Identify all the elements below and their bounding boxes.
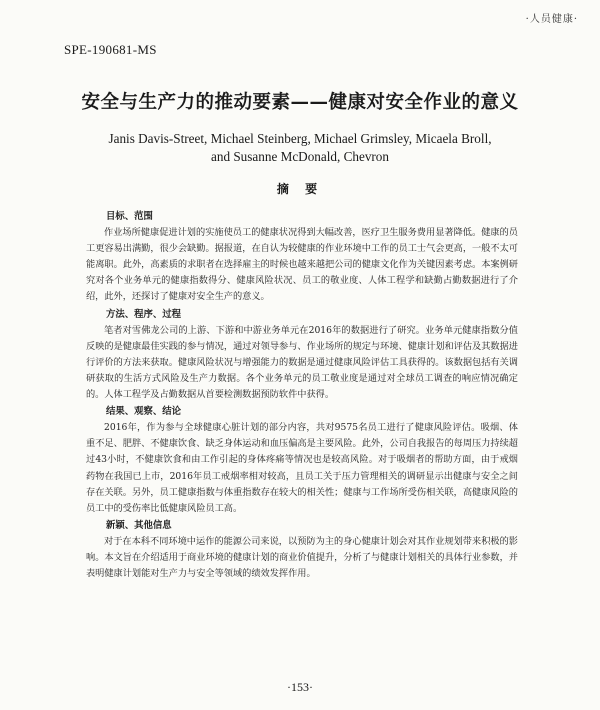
- section-text-methods: 笔者对雪佛龙公司的上游、下游和中游业务单元在2016年的数据进行了研究。业务单元健康指数分值反映的是健康最佳实践的参与情况，通过对领导参与、作业场所的规定与环境、健康计划和评估及其数据进行评价的方法来获取。健康风险状况与增强能力的数据是通过健康风险评估工具获得的。该数据包括有关调研获取的生活方式风险及生产力数据。各个业务单元的员工敬业度是通过对全球员工调查的响应情况确定的。人体工程学及占勤数据从首要检测数据预防软件中获得。: [86, 324, 518, 401]
- section-heading-results: 结果、观察、结论: [106, 406, 182, 418]
- journal-section-tag: ·人员健康·: [525, 14, 578, 25]
- section-text-objectives: 作业场所健康促进计划的实施使员工的健康状况得到大幅改善，医疗卫生服务费用显著降低。健康的员工更容易出满勤，很少会缺勤。据报道，在自认为较健康的作业环境中工作的员工士气会更高，一般不太可能离职。此外，高素质的求职者在选择雇主的时候也越来越把公司的健康文化作为关键因素考虑。本案例研究对各个业务单元的健康指数得分、健康风险状况、员工的敬业度、人体工程学和缺勤占勤数据进行了介绍，此外，还探讨了健康对安全生产的意义。: [86, 227, 518, 303]
- section-heading-objectives: 目标、范围: [106, 211, 153, 222]
- abstract-heading: 摘 要: [276, 182, 324, 196]
- section-text-novelty: 对于在本科不同环境中运作的能源公司来说，以预防为主的身心健康计划会对其作业规划带来积极的影响。本文旨在介绍适用于商业环境的健康计划的商业价值提升，分析了与健康计划相关的具体行业参数，并表明健康计划能对生产力与安全等领域的绩效发挥作用。: [86, 535, 518, 580]
- section-text-results: 2016年，作为参与全球健康心脏计划的部分内容，共对9575名员工进行了健康风险评估。吸烟、体重不足、肥胖、不健康饮食、缺乏身体运动和血压偏高是主要风险。此外，公司自我报告的每周压力持续超过43小时，不健康饮食和由工作引起的身体疼痛等情况也是较高风险。对于吸烟者的帮助方面，由于戒烟药物在我国已上市，2016年员工戒烟率相对较高，且员工关于压力管理相关的调研显示出健康与安全之间存在关联。另外，员工健康指数与体重指数存在较大的相关性；健康与工作场所受伤相关联，高健康风险的员工中的受伤率比低健康风险员工高。: [86, 422, 518, 514]
- abstract-body: [86, 208, 518, 582]
- author-line: and Susanne McDonald, Chevron: [211, 149, 389, 164]
- author-list: [0, 130, 600, 166]
- paper-title: 安全与生产力的推动要素——健康对安全作业的意义: [81, 92, 519, 113]
- author-line: Janis Davis-Street, Michael Steinberg, Michael Grimsley, Micaela Broll,: [108, 131, 492, 146]
- section-heading-novelty: 新颖、其他信息: [106, 519, 172, 531]
- paper-id: SPE-190681-MS: [64, 42, 157, 57]
- page-number: ·153·: [287, 680, 313, 694]
- section-heading-methods: 方法、程序、过程: [106, 308, 182, 320]
